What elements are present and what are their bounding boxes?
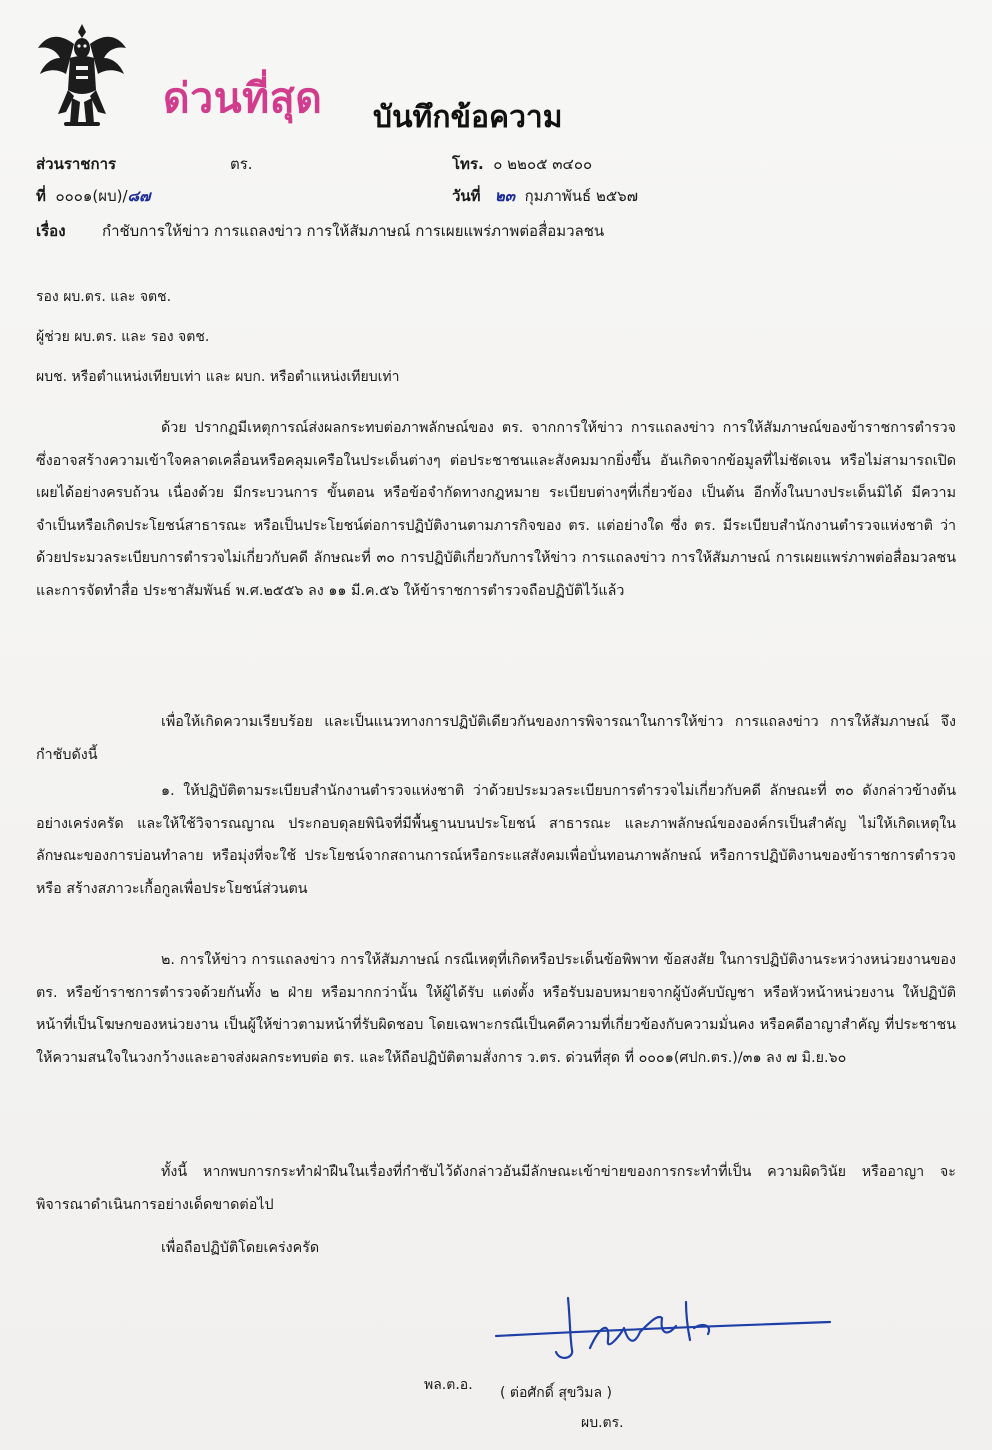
memo-title: บันทึกข้อความ [373, 100, 563, 135]
handwritten-signature [490, 1292, 840, 1372]
signatory-rank: พล.ต.อ. [424, 1377, 473, 1393]
recipient-line: ผบช. หรือตำแหน่งเทียบเท่า และ ผบก. หรือตำแหน่งเทียบเท่า [36, 369, 400, 385]
recipient-line: รอง ผบ.ตร. และ จตช. [36, 289, 172, 305]
department-value: ตร. [230, 155, 253, 173]
signatory-name: ( ต่อศักดิ์ สุขวิมล ) [500, 1385, 613, 1401]
body-paragraph: ทั้งนี้ หากพบการกระทำฝ่าฝืนในเรื่องที่กำชับไว้ดังกล่าวอันมีลักษณะเข้าข่ายของการกระทำที่เป็น ความผิดวินัย หรืออาญา จะพิจารณาดำเนินการอย่างเด็ดขาดต่อไป [36, 1164, 956, 1213]
document-number [36, 184, 150, 208]
document-number-value: ๐๐๐๑(ผบ)/ [55, 187, 128, 205]
subject-value: กำชับการให้ข่าว การแถลงข่าว การให้สัมภาษณ์ การเผยแพร่ภาพต่อสื่อมวลชน [102, 222, 605, 240]
document-number-label: ที่ [36, 187, 46, 205]
telephone-label: โทร. [452, 155, 484, 173]
telephone-value: ๐ ๒๒๐๕ ๓๔๐๐ [493, 155, 593, 173]
subject-label: เรื่อง [36, 222, 66, 240]
telephone [452, 152, 592, 176]
date-day-handwritten: ๒๓ [494, 187, 516, 205]
recipient-line: ผู้ช่วย ผบ.ตร. และ รอง จตช. [36, 329, 210, 345]
date-month-year: กุมภาพันธ์ ๒๕๖๗ [524, 187, 638, 205]
date-label: วันที่ [452, 187, 481, 205]
subject-line [36, 219, 604, 243]
department-label: ส่วนราชการ [36, 155, 117, 173]
document-date [452, 184, 638, 208]
garuda-emblem-icon [34, 18, 130, 130]
body-paragraph: ๑. ให้ปฏิบัติตามระเบียบสำนักงานตำรวจแห่งชาติ ว่าด้วยประมวลระเบียบการตำรวจไม่เกี่ยวกับคดี ลักษณะที่ ๓๐ ดังกล่าวข้างต้นอย่างเคร่งครัด และให้ใช้วิจารณญาณ ประกอบดุลยพินิจที่มีพื้นฐานบนประโยชน์ สาธารณะ และภาพลักษณ์ขององค์กรเป็นสำคัญ ไม่ให้เกิดเหตุในลักษณะของการบ่อนทำลาย หรือมุ่งที่จะใช้ ประโยชน์จากสถานการณ์หรือกระแสสังคมเพื่อบั่นทอนภาพลักษณ์ หรือการปฏิบัติงานของข้าราชการตำรวจ หรือ สร้างสภาวะเกื้อกูลเพื่อประโยชน์ส่วนตน [36, 783, 956, 897]
signatory-position: ผบ.ตร. [581, 1415, 624, 1431]
body-paragraph: เพื่อให้เกิดความเรียบร้อย และเป็นแนวทางการปฏิบัติเดียวกันของการพิจารณาในการให้ข่าว การแถลงข่าว การให้สัมภาษณ์ จึงกำชับดังนี้ [36, 714, 956, 763]
document-number-handwritten: ๘๗ [127, 187, 151, 205]
body-paragraph: ๒. การให้ข่าว การแถลงข่าว การให้สัมภาษณ์ กรณีเหตุที่เกิดหรือประเด็นข้อพิพาท ข้อสงสัย ในการปฏิบัติงานระหว่างหน่วยงานของ ตร. หรือข้าราชการตำรวจด้วยกันทั้ง ๒ ฝ่าย หรือมากกว่านั้น ให้ผู้ได้รับ แต่งตั้ง หรือรับมอบหมายจากผู้บังคับบัญชา หรือหัวหน้าหน่วยงาน ให้ปฏิบัติหน้าที่เป็นโฆษกของหน่วยงาน เป็นผู้ให้ข่าวตามหน้าที่รับผิดชอบ โดยเฉพาะกรณีเป็นคดีความที่เกี่ยวข้องกับความมั่นคง หรือคดีอาญาสำคัญ ที่ประชาชนให้ความสนใจในวงกว้างและอาจส่งผลกระทบต่อ ตร. และให้ถือปฏิบัติตามสั่งการ ว.ตร. ด่วนที่สุด ที่ ๐๐๐๑(ศปก.ตร.)/๓๑ ลง ๗ มิ.ย.๖๐ [36, 952, 956, 1066]
urgent-stamp: ด่วนที่สุด [163, 74, 323, 122]
closing-line: เพื่อถือปฏิบัติโดยเคร่งครัด [161, 1240, 320, 1256]
body-paragraph: ด้วย ปรากฏมีเหตุการณ์ส่งผลกระทบต่อภาพลักษณ์ของ ตร. จากการให้ข่าว การแถลงข่าว การให้สัมภาษณ์ของข้าราชการตำรวจ ซึ่งอาจสร้างความเข้าใจคลาดเคลื่อนหรือคลุมเครือในประเด็นต่างๆ ต่อประชาชนและสังคมมากยิ่งขึ้น อันเกิดจากข้อมูลที่ไม่ชัดเจน หรือไม่สามารถเปิดเผยได้อย่างครบถ้วน เนื่องด้วย มีกระบวนการ ขั้นตอน หรือข้อจำกัดทางกฎหมาย ระเบียบต่างๆที่เกี่ยวข้อง เป็นต้น อีกทั้งในบางประเด็นมิได้ มีความจำเป็นหรือเกิดประโยชน์สาธารณะ หรือเป็นประโยชน์ต่อการปฏิบัติงานตามภารกิจของ ตร. แต่อย่างใด ซึ่ง ตร. มีระเบียบสำนักงานตำรวจแห่งชาติ ว่าด้วยประมวลระเบียบการตำรวจไม่เกี่ยวกับคดี ลักษณะที่ ๓๐ การปฏิบัติเกี่ยวกับการให้ข่าว การแถลงข่าว การให้สัมภาษณ์ การเผยแพร่ภาพต่อสื่อมวลชน และการจัดทำสื่อ ประชาสัมพันธ์ พ.ศ.๒๕๕๖ ลง ๑๑ มี.ค.๕๖ ให้ข้าราชการตำรวจถือปฏิบัติไว้แล้ว [36, 420, 956, 599]
